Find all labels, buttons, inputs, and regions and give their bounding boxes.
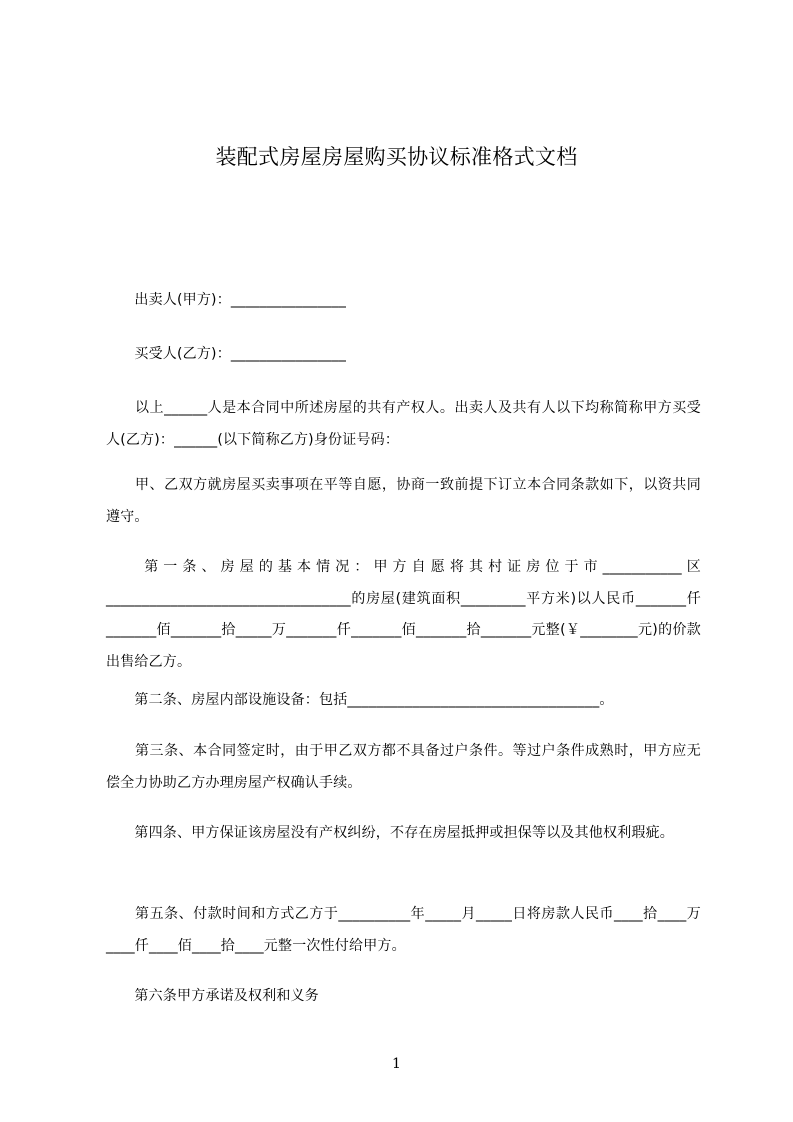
- buyer-line: 买受人(乙方)：________________: [106, 346, 347, 362]
- article-6-heading: 第六条甲方承诺及权利和义务: [106, 988, 319, 1004]
- article-2-paragraph: 第二条、房屋内部设施设备：包括___________________________________。: [106, 692, 614, 708]
- seller-line: 出卖人(甲方)：________________: [106, 292, 347, 308]
- article-4-paragraph: 第四条、甲方保证该房屋没有产权纠纷，不存在房屋抵押或担保等以及其他权利瑕疵。: [106, 825, 674, 841]
- page-number: 1: [392, 1056, 401, 1072]
- agreement-intro-paragraph: 甲、乙双方就房屋买卖事项在平等自愿，协商一致前提下订立本合同条款如下，以资共同遵守。: [106, 477, 701, 525]
- article-3-paragraph: 第三条、本合同签定时，由于甲乙双方都不具备过户条件。等过户条件成熟时，甲方应无偿全力协助乙方办理房屋产权确认手续。: [106, 743, 701, 791]
- article-5-paragraph: 第五条、付款时间和方式乙方于__________年_____月_____日将房款人民币____拾____万____仟____佰____拾____元整一次性付给甲方。: [106, 906, 701, 954]
- document-title: 装配式房屋房屋购买协议标准格式文档: [215, 145, 578, 169]
- co-owner-paragraph: 以上______人是本合同中所述房屋的共有产权人。出卖人及共有人以下均称简称甲方买受人(乙方)：______(以下简称乙方)身份证号码：: [106, 400, 701, 448]
- article-1-paragraph: 第一条、房屋的基本情况：甲方自愿将其村证房位于市___________区__________________________________的房屋(建筑面积_________平方米)以人民币_______仟_______佰_______拾_____万_______仟_______佰_______拾_______元整(￥________元)的价款出售给乙方。: [106, 559, 701, 670]
